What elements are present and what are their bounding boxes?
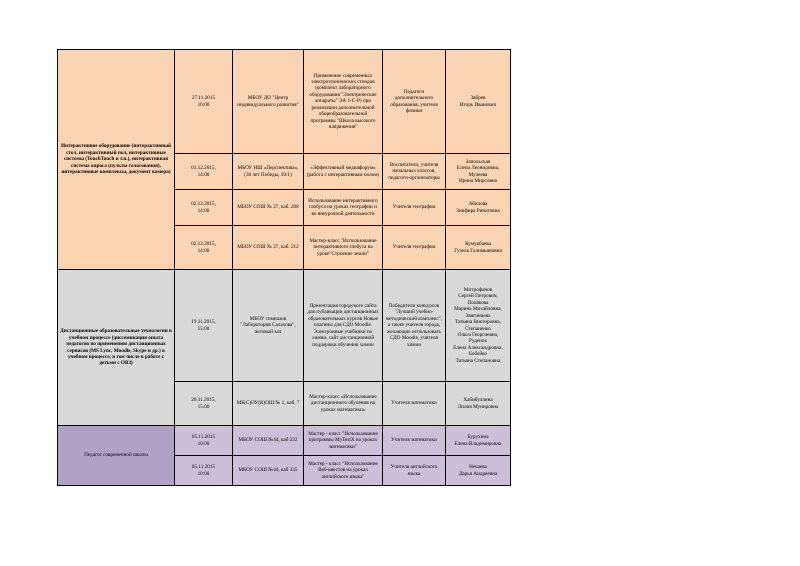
event-cell: Презентация городского сайта для публикации дистанционных образовательных курсов Новые плагины для СДО Moodle. Электронные учебники по химии, сайт дистанционной поддержки обучения химии <box>304 270 383 382</box>
place-cell: МБОУ НШ «Перспектива», (30 лет Победы, 39/1) <box>233 154 304 190</box>
category-cell: Дистанционные образовательные технологии в учебном процессе (диссеминация опыта педагогов по применению дистанционных сервисов (MS Lync, Moodle, Skype и др.) в учебном процессе, в том числе в работе с детьми с ОВЗ) <box>58 270 175 426</box>
audience-cell: Педагоги дополнительного образования, учителя физики <box>383 50 446 154</box>
presenter-cell: Зябрев Игорь Иванович <box>446 50 511 154</box>
audience-cell: Воспитатели, учителя начальных классов, педагоги-организаторы <box>383 154 446 190</box>
place-cell: МБОУ СОШ №44, каб 232 <box>233 426 304 456</box>
presenter-cell: Нечаева Дарья Андреевна <box>446 456 511 486</box>
audience-cell: Учителя английского языка <box>383 456 446 486</box>
audience-cell: Учителя математики <box>383 382 446 426</box>
event-cell: Использование интерактивного глобуса на уроках географии и во внеурочной деятельности <box>304 190 383 226</box>
event-cell: Мастер-класс «Использование дистанционного обучения на уроках математики» <box>304 382 383 426</box>
date-cell: 27.11.2015 16:00 <box>175 50 233 154</box>
place-cell: МБОУ гимназия "Лаборатория Салахова", актовый зал <box>233 270 304 382</box>
presenter-cell: Запольская Елена Леонидовна, Мулеева Ирина Мирсовна <box>446 154 511 190</box>
date-cell: 19.11.2015, 15:00 <box>175 270 233 382</box>
table-row <box>58 270 511 382</box>
date-cell: 05.11.2015 10:00 <box>175 426 233 456</box>
place-cell: МБ(С)ОУ(К)ОШ № 1, каб. 7 <box>233 382 304 426</box>
date-cell: 01.12.2015, 14:00 <box>175 154 233 190</box>
schedule-table <box>57 49 511 486</box>
audience-cell: Учителя географии <box>383 190 446 226</box>
table-row <box>58 426 511 456</box>
presenter-cell: Бурухина Елена Владимировна <box>446 426 511 456</box>
presenter-cell: Абилова Зинфира Ринатовна <box>446 190 511 226</box>
table-row <box>58 50 511 154</box>
date-cell: 02.12.2015, 14:00 <box>175 190 233 226</box>
presenter-cell: Митрофанов Сергей Петрович, Полякова Марина Михайловна, Звягинцева Татьяна Викторовна, Степаненко Ольга Георгиевна, Руденок Елена Александровна, Бобейко Татьяна Степановна <box>446 270 511 382</box>
event-cell: Мастер-класс "Использование интерактивного глобуса на уроке"Строение земли" <box>304 226 383 270</box>
date-cell: 02.12.2015, 14:00 <box>175 226 233 270</box>
date-cell: 20.11.2015, 15.00 <box>175 382 233 426</box>
category-cell: Интерактивное оборудование (интерактивный стол, интерактивный пол, интерактивные системы (TouchTouch и т.п.), интерактивная система опроса (пульты голосования), интерактивные комплексы, документ камера) <box>58 50 175 270</box>
place-cell: МБОУ СОШ № 27, каб. 208 <box>233 190 304 226</box>
date-cell: 05.11.2015 10:00 <box>175 456 233 486</box>
presenter-cell: Хабибуллина Лилия Мунировна <box>446 382 511 426</box>
category-cell: Педагог современной школы <box>58 426 175 486</box>
presenter-cell: Кумукбаева Гузель Галимьяновна <box>446 226 511 270</box>
audience-cell: Учителя математики <box>383 426 446 456</box>
place-cell: МБОУ СОШ №44, каб 335 <box>233 456 304 486</box>
event-cell: «Эффективный медиафорум» (работа с интерактивным полом) <box>304 154 383 190</box>
audience-cell: Победители конкурсов "Лучший учебно-методический комплекс", а также учителя города, желающие использовать СДО Moodle, учителя химии <box>383 270 446 382</box>
event-cell: Применение современных электротехнических стендов (комплект лабораторного оборудования "Электрические аппараты" ЭА 1-С-Р) при реализации дополнительной общеобразовательной программы "Школа высокого напряжения" <box>304 50 383 154</box>
event-cell: Мастер - класс "Использование Веб-квестов на уроках английского языка" <box>304 456 383 486</box>
audience-cell: Учителя географии <box>383 226 446 270</box>
place-cell: МБОУ СОШ № 27, каб. 212 <box>233 226 304 270</box>
place-cell: МБОУ ДО "Центр индивидуального развития" <box>233 50 304 154</box>
event-cell: Мастер - класс "Использование программы MyTestX на уроках математики" <box>304 426 383 456</box>
